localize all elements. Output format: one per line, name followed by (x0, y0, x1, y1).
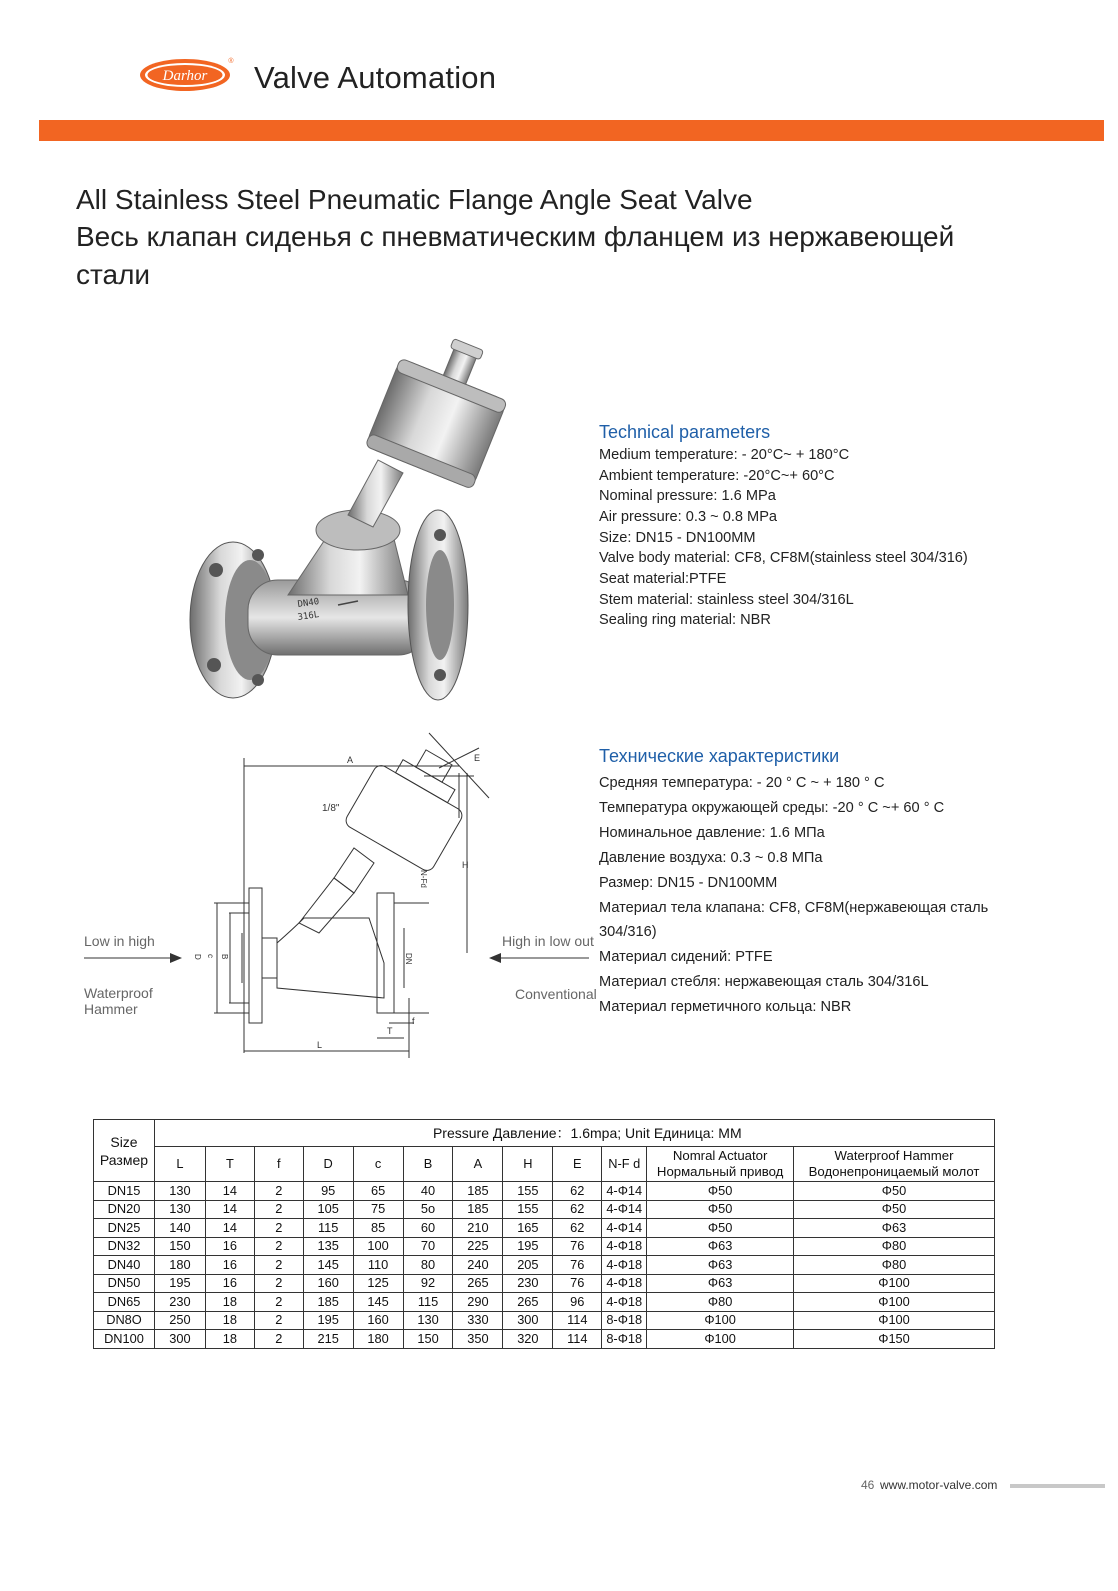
table-cell: Φ150 (794, 1330, 995, 1349)
dimension-drawing (84, 728, 596, 1058)
table-cell: Φ100 (794, 1293, 995, 1312)
size-header: Size Размер (94, 1120, 155, 1182)
svg-text:A: A (347, 755, 354, 765)
table-cell: Φ80 (647, 1293, 794, 1312)
table-cell: 75 (353, 1200, 403, 1219)
svg-text:N-Fd: N-Fd (419, 870, 428, 888)
svg-text:f: f (412, 1016, 415, 1026)
table-row (94, 1182, 995, 1201)
svg-text:DN: DN (404, 953, 413, 965)
table-cell: 300 (154, 1330, 205, 1349)
table-cell: 2 (254, 1293, 303, 1312)
svg-text:L: L (317, 1040, 323, 1050)
table-row (94, 1219, 995, 1238)
table-cell: 210 (453, 1219, 503, 1238)
svg-text:Hammer: Hammer (84, 1001, 138, 1017)
table-cell: 92 (403, 1274, 453, 1293)
svg-text:High in low out: High in low out (502, 933, 594, 949)
table-cell: 4-Φ18 (602, 1237, 647, 1256)
tech-param-en: Ambient temperature: -20°C~+ 60°C (599, 468, 835, 484)
table-cell: 16 (205, 1274, 254, 1293)
table-cell: 130 (154, 1200, 205, 1219)
table-cell: 2 (254, 1256, 303, 1275)
table-cell: 250 (154, 1311, 205, 1330)
svg-text:T: T (387, 1026, 393, 1036)
tech-param-ru: Средняя температура: - 20 ° C ~ + 180 ° C (599, 775, 885, 791)
tech-param-en: Valve body material: CF8, CF8M(stainless steel 304/316) (599, 550, 968, 566)
table-cell: 14 (205, 1182, 254, 1201)
table-row (94, 1293, 995, 1312)
tech-params-heading-ru: Технические характеристики (599, 746, 840, 766)
table-cell: 145 (303, 1256, 353, 1275)
table-cell: 4-Φ18 (602, 1256, 647, 1275)
table-cell: 240 (453, 1256, 503, 1275)
footer-rule (1010, 1484, 1105, 1488)
column-header: f (254, 1147, 303, 1182)
table-cell: 2 (254, 1182, 303, 1201)
table-cell: 80 (403, 1256, 453, 1275)
table-cell: 16 (205, 1256, 254, 1275)
table-cell: 300 (503, 1311, 553, 1330)
table-cell: 230 (503, 1274, 553, 1293)
table-cell: 2 (254, 1237, 303, 1256)
table-cell: 115 (303, 1219, 353, 1238)
tech-param-en: Size: DN15 - DN100MM (599, 530, 756, 546)
table-cell: Φ100 (647, 1311, 794, 1330)
page-number: 46 (861, 1478, 875, 1492)
table-cell: Φ50 (647, 1219, 794, 1238)
table-cell: 125 (353, 1274, 403, 1293)
table-cell: 95 (303, 1182, 353, 1201)
table-cell: 70 (403, 1237, 453, 1256)
tech-params-heading-en: Technical parameters (599, 422, 771, 442)
size-cell: DN100 (94, 1330, 155, 1349)
table-row (94, 1311, 995, 1330)
tech-param-ru: Температура окружающей среды: -20 ° C ~+ 60 ° C (599, 800, 945, 816)
table-cell: Φ80 (794, 1237, 995, 1256)
header-title: Valve Automation (254, 60, 497, 95)
table-cell: Φ50 (794, 1200, 995, 1219)
table-cell: 135 (303, 1237, 353, 1256)
table-cell: 160 (303, 1274, 353, 1293)
column-header: B (403, 1147, 453, 1182)
svg-text:Waterproof: Waterproof (84, 985, 153, 1001)
table-cell: 105 (303, 1200, 353, 1219)
table-cell: 150 (154, 1237, 205, 1256)
table-cell: 145 (353, 1293, 403, 1312)
table-cell: 76 (553, 1274, 602, 1293)
tech-param-en: Medium temperature: - 20°C~ + 180°C (599, 447, 850, 463)
table-cell: 2 (254, 1200, 303, 1219)
table-cell: 155 (503, 1182, 553, 1201)
table-cell: 130 (154, 1182, 205, 1201)
table-cell: 330 (453, 1311, 503, 1330)
hammer-header: Waterproof Hammer Водонепроницаемый молот (794, 1147, 995, 1182)
tech-param-ru: Материал сидений: PTFE (599, 949, 773, 965)
table-cell: Φ100 (647, 1330, 794, 1349)
column-header: A (453, 1147, 503, 1182)
table-cell: 5o (403, 1200, 453, 1219)
svg-text:®: ® (228, 58, 234, 65)
svg-text:E: E (474, 753, 481, 763)
size-cell: DN20 (94, 1200, 155, 1219)
table-cell: 4-Φ18 (602, 1274, 647, 1293)
table-cell: 130 (403, 1311, 453, 1330)
tech-param-ru: Материал стебля: нержавеющая сталь 304/316L (599, 974, 929, 990)
dimensions-table (93, 1119, 995, 1349)
table-row (94, 1274, 995, 1293)
table-cell: 2 (254, 1274, 303, 1293)
table-cell: Φ50 (647, 1200, 794, 1219)
column-header: L (154, 1147, 205, 1182)
column-header: c (353, 1147, 403, 1182)
size-cell: DN8O (94, 1311, 155, 1330)
table-cell: 18 (205, 1311, 254, 1330)
table-cell: 265 (503, 1293, 553, 1312)
column-header-row (94, 1147, 995, 1182)
table-cell: 115 (403, 1293, 453, 1312)
table-cell: 215 (303, 1330, 353, 1349)
tech-param-ru: Размер: DN15 - DN100MM (599, 875, 778, 891)
table-cell: 185 (453, 1200, 503, 1219)
svg-text:D: D (193, 954, 202, 960)
svg-text:316L: 316L (297, 610, 320, 623)
valve-photo (178, 335, 523, 710)
svg-text:H: H (462, 860, 469, 870)
size-cell: DN65 (94, 1293, 155, 1312)
table-cell: 62 (553, 1182, 602, 1201)
table-cell: 62 (553, 1200, 602, 1219)
table-body (94, 1182, 995, 1349)
actuator-header: Nomral Actuator Нормальный привод (647, 1147, 794, 1182)
table-cell: 8-Φ18 (602, 1311, 647, 1330)
table-cell: 195 (154, 1274, 205, 1293)
table-cell: 180 (154, 1256, 205, 1275)
size-cell: DN25 (94, 1219, 155, 1238)
tech-param-en: Seat material:PTFE (599, 571, 727, 587)
table-cell: 114 (553, 1311, 602, 1330)
table-cell: Φ63 (647, 1256, 794, 1275)
svg-text:Conventional: Conventional (515, 986, 596, 1002)
tech-param-ru: Материал герметичного кольца: NBR (599, 999, 852, 1015)
table-cell: 40 (403, 1182, 453, 1201)
table-cell: 185 (303, 1293, 353, 1312)
table-cell: 265 (453, 1274, 503, 1293)
size-cell: DN32 (94, 1237, 155, 1256)
table-cell: 320 (503, 1330, 553, 1349)
table-cell: Φ63 (647, 1237, 794, 1256)
footer-url: www.motor-valve.com (880, 1478, 998, 1492)
pressure-header: Pressure Давление：1.6mpa; Unit Единица: MM (154, 1120, 994, 1147)
table-cell: 62 (553, 1219, 602, 1238)
table-cell: 18 (205, 1330, 254, 1349)
product-title-ru-line2: стали (76, 259, 151, 290)
table-cell: Φ63 (647, 1274, 794, 1293)
table-cell: 85 (353, 1219, 403, 1238)
svg-text:c: c (206, 954, 215, 958)
table-cell: 14 (205, 1219, 254, 1238)
size-cell: DN50 (94, 1274, 155, 1293)
tech-param-en: Air pressure: 0.3 ~ 0.8 MPa (599, 509, 778, 525)
table-cell: 290 (453, 1293, 503, 1312)
tech-param-ru: Материал тела клапана: CF8, CF8M(нержавеющая сталь (599, 900, 989, 916)
svg-text:B: B (220, 954, 229, 960)
table-cell: 4-Φ14 (602, 1219, 647, 1238)
table-cell: Φ100 (794, 1274, 995, 1293)
table-cell: 185 (453, 1182, 503, 1201)
table-cell: 4-Φ18 (602, 1293, 647, 1312)
table-cell: 195 (303, 1311, 353, 1330)
table-cell: Φ63 (794, 1219, 995, 1238)
table-cell: 8-Φ18 (602, 1330, 647, 1349)
table-cell: 76 (553, 1256, 602, 1275)
table-cell: 150 (403, 1330, 453, 1349)
table-cell: 2 (254, 1219, 303, 1238)
product-title-en: All Stainless Steel Pneumatic Flange Angle Seat Valve (76, 184, 753, 215)
table-cell: Φ50 (647, 1182, 794, 1201)
table-row (94, 1237, 995, 1256)
table-cell: 140 (154, 1219, 205, 1238)
svg-text:Low in high: Low in high (84, 933, 155, 949)
table-cell: 65 (353, 1182, 403, 1201)
table-cell: 60 (403, 1219, 453, 1238)
svg-text:Darhor: Darhor (162, 68, 208, 84)
tech-param-en: Stem material: stainless steel 304/316L (599, 592, 854, 608)
table-cell: Φ100 (794, 1311, 995, 1330)
tech-param-ru: Номинальное давление: 1.6 МПа (599, 825, 825, 841)
svg-text:1/8": 1/8" (322, 803, 340, 814)
svg-text:DN40: DN40 (297, 597, 320, 610)
table-cell: 114 (553, 1330, 602, 1349)
column-header: H (503, 1147, 553, 1182)
column-header: T (205, 1147, 254, 1182)
table-cell: 14 (205, 1200, 254, 1219)
table-cell: 160 (353, 1311, 403, 1330)
table-cell: Φ80 (794, 1256, 995, 1275)
column-header: N-F d (602, 1147, 647, 1182)
table-row (94, 1200, 995, 1219)
tech-param-en: Nominal pressure: 1.6 MPa (599, 488, 776, 504)
table-cell: 350 (453, 1330, 503, 1349)
table-cell: 16 (205, 1237, 254, 1256)
tech-param-ru: Давление воздуха: 0.3 ~ 0.8 МПа (599, 850, 823, 866)
table-cell: 230 (154, 1293, 205, 1312)
column-header: E (553, 1147, 602, 1182)
table-cell: 2 (254, 1311, 303, 1330)
table-cell: 180 (353, 1330, 403, 1349)
product-title-ru-line1: Весь клапан сиденья с пневматическим фланцем из нержавеющей (76, 221, 955, 252)
table-cell: 225 (453, 1237, 503, 1256)
brand-logo (139, 55, 235, 93)
table-cell: 100 (353, 1237, 403, 1256)
table-cell: Φ50 (794, 1182, 995, 1201)
table-cell: 96 (553, 1293, 602, 1312)
column-header: D (303, 1147, 353, 1182)
table-cell: 205 (503, 1256, 553, 1275)
table-row (94, 1256, 995, 1275)
table-cell: 110 (353, 1256, 403, 1275)
table-cell: 76 (553, 1237, 602, 1256)
size-cell: DN15 (94, 1182, 155, 1201)
tech-param-ru: 304/316) (599, 924, 657, 940)
header-accent-bar (39, 120, 1104, 141)
tech-param-en: Sealing ring material: NBR (599, 612, 771, 628)
size-cell: DN40 (94, 1256, 155, 1275)
table-cell: 155 (503, 1200, 553, 1219)
table-cell: 2 (254, 1330, 303, 1349)
table-cell: 195 (503, 1237, 553, 1256)
table-cell: 4-Φ14 (602, 1200, 647, 1219)
table-cell: 4-Φ14 (602, 1182, 647, 1201)
table-cell: 165 (503, 1219, 553, 1238)
table-cell: 18 (205, 1293, 254, 1312)
table-row (94, 1330, 995, 1349)
